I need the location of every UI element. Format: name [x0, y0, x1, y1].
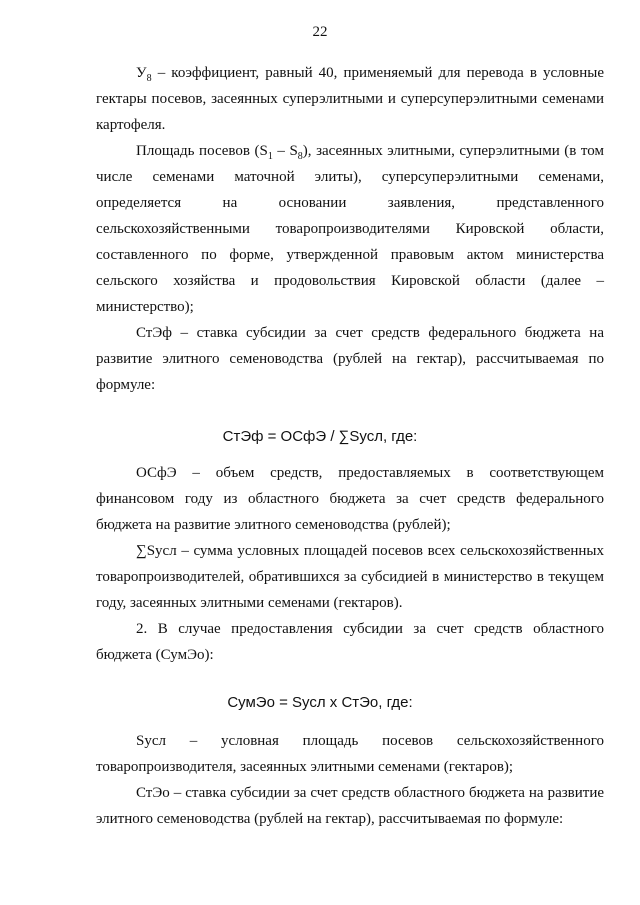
subscript: 1: [267, 151, 273, 162]
paragraph-planting-area: [96, 138, 604, 320]
symbol-y-subscript: 8: [146, 73, 152, 84]
paragraph-regional-budget-case: 2. В случае предоставления субсидии за счет средств областного бюджета (СумЭо):: [96, 621, 604, 663]
paragraph-osfe-definition: ОСфЭ – объем средств, предоставляемых в соответствующем финансовом году из областного бюджета за счет средств федерального бюджета на развитие элитного семеноводства (рублей);: [96, 465, 604, 533]
paragraph-steo-definition: СтЭо – ставка субсидии за счет средств областного бюджета на развитие элитного семеноводства (рублей на гектар), рассчитываемая по формуле:: [96, 785, 604, 827]
paragraph-susl-definition: Sусл – условная площадь посевов сельскохозяйственного товаропроизводителя, засеянных элитными семенами (гектаров);: [96, 733, 604, 775]
paragraph-text: – коэффициент, равный 40, применяемый для перевода в условные гектары посевов, засеянных суперэлитными и суперсуперэлитными семенами картофеля.: [96, 65, 604, 133]
formula-sumeo: СумЭо = Sусл х СтЭо, где:: [227, 694, 413, 711]
paragraph-stef-definition: СтЭф – ставка субсидии за счет средств федерального бюджета на развитие элитного семеноводства (рублей на гектар), рассчитываемая по формуле:: [96, 325, 604, 393]
paragraph-text: Площадь посевов (S: [136, 143, 268, 159]
paragraph-text: ), засеянных элитными, суперэлитными (в том числе семенами маточной элиты), суперсуперэлитными семенами, определяется на основании заявления, представленного сельскохозяйственными товаропроизводителями Кировской области, составленного по форме, утвержденной правовым актом министерства сельского хозяйства и продовольствия Кировской области (далее – министерство);: [96, 143, 604, 315]
page-number: 22: [312, 24, 328, 40]
paragraph-sum-area-definition: ∑Sусл – сумма условных площадей посевов всех сельскохозяйственных товаропроизводителей, обратившихся за субсидией в министерство в текущем году, засеянных элитными семенами (гектаров).: [96, 543, 604, 611]
symbol-y: У: [136, 65, 147, 81]
paragraph-coefficient-y8: [96, 60, 604, 138]
paragraph-text: – S: [272, 143, 298, 159]
formula-stef: СтЭф = ОСфЭ / ∑Sусл, где:: [222, 428, 418, 445]
subscript: 8: [297, 151, 303, 162]
